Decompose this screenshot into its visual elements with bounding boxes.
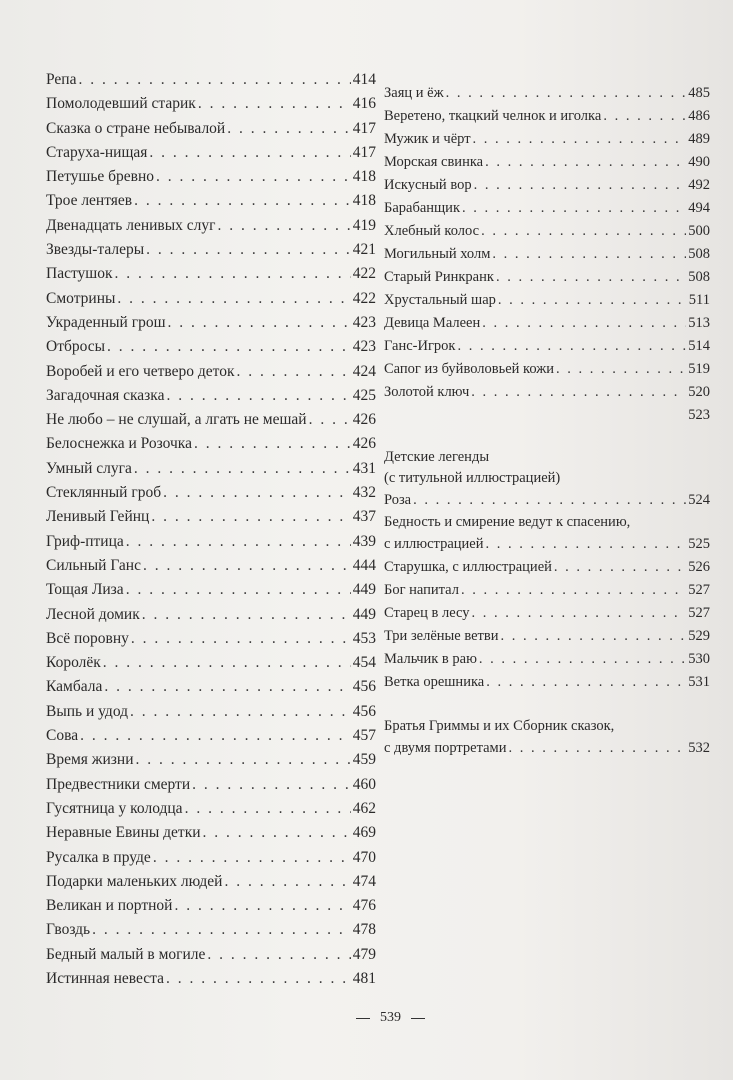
- leader-dots: [185, 797, 351, 821]
- toc-entry-title: Всё поровну: [46, 629, 129, 647]
- toc-entry-page: 454: [352, 654, 376, 672]
- toc-entry: [46, 821, 376, 845]
- toc-entry: [46, 311, 376, 335]
- toc-entry-title: Девица Малеен: [384, 315, 481, 331]
- toc-entry-title: Смотрины: [46, 289, 116, 307]
- toc-entry-title: Великан и портной: [46, 897, 173, 915]
- leader-dots: [149, 141, 350, 165]
- toc-entry: [384, 174, 710, 197]
- toc-entry: [46, 505, 376, 529]
- toc-entry-title: Три зелёные ветви: [384, 628, 499, 644]
- toc-entry-title: Хлебный колос: [384, 223, 480, 239]
- toc-entry-page: 492: [688, 177, 710, 193]
- leader-dots: [554, 556, 686, 579]
- toc-entry-page: 513: [688, 315, 710, 331]
- toc-entry: [46, 384, 376, 408]
- toc-entry-title: Сильный Ганс: [46, 556, 141, 574]
- toc-entry-page: 479: [352, 945, 376, 963]
- leader-dots: [498, 289, 687, 312]
- toc-entry-page: 494: [688, 200, 710, 216]
- toc-entry-page: 453: [352, 629, 376, 647]
- toc-entry-page: 416: [352, 95, 376, 113]
- toc-entry-page: 460: [352, 775, 376, 793]
- leader-dots: [104, 675, 350, 699]
- toc-entry: [46, 967, 376, 991]
- toc-entry: [384, 533, 710, 556]
- toc-entry: [384, 335, 710, 358]
- toc-entry-title: с иллюстрацией: [384, 536, 484, 552]
- toc-entry: [46, 141, 376, 165]
- toc-entry-title: Старец в лесу: [384, 605, 470, 621]
- toc-entry-title: Сова: [46, 727, 79, 745]
- toc-entry-title: Гриф-птица: [46, 532, 124, 550]
- leader-dots: [194, 432, 351, 456]
- toc-entry: [46, 700, 376, 724]
- leader-dots: [457, 335, 686, 358]
- afterword-line1: Братья Гриммы и их Сборник сказок,: [384, 718, 615, 734]
- toc-entry: [384, 197, 710, 220]
- toc-entry-title-line: Бедность и смирение ведут к спасению,: [384, 514, 631, 530]
- toc-entry-page: 490: [688, 154, 710, 170]
- toc-entry-title: Ветка орешника: [384, 674, 485, 690]
- leader-dots: [166, 967, 351, 991]
- legends-list: [384, 489, 710, 694]
- toc-entry-title: Звезды-талеры: [46, 241, 145, 259]
- toc-entry-title: Трое лентяев: [46, 192, 133, 210]
- toc-entry-page: 457: [352, 727, 376, 745]
- legends-heading: Детские легенды: [384, 449, 490, 465]
- leader-dots: [166, 384, 350, 408]
- toc-entry-page: 431: [352, 459, 376, 477]
- toc-entry-title: Предвестники смерти: [46, 775, 191, 793]
- toc-entry-page: 530: [688, 651, 710, 667]
- leader-dots: [126, 578, 351, 602]
- leader-dots: [462, 197, 686, 220]
- toc-entry-title: Репа: [46, 71, 77, 88]
- toc-entry: [46, 92, 376, 116]
- toc-entry-page: 485: [688, 85, 710, 101]
- leader-dots: [92, 918, 351, 942]
- leader-dots: [153, 846, 351, 870]
- leader-dots: [496, 266, 686, 289]
- toc-entry-page: 422: [352, 265, 376, 283]
- toc-entry-title: Петушье бревно: [46, 168, 155, 186]
- leader-dots: [203, 821, 351, 845]
- leader-dots: [103, 651, 351, 675]
- toc-entry-page: 519: [688, 361, 710, 377]
- toc-entry-page: 418: [352, 168, 376, 186]
- toc-entry-title: Морская свинка: [384, 154, 484, 170]
- toc-entry-page: 444: [352, 556, 376, 574]
- toc-entry-title: Подарки маленьких людей: [46, 872, 223, 890]
- toc-entry-page: 489: [688, 131, 710, 147]
- leader-dots: [142, 603, 351, 627]
- leader-dots: [508, 737, 686, 760]
- toc-entry: [46, 797, 376, 821]
- toc-entry: [46, 603, 376, 627]
- leader-dots: [134, 189, 351, 213]
- toc-entry-page: 437: [352, 508, 376, 526]
- toc-entry-title: Тощая Лиза: [46, 581, 124, 599]
- toc-entry-title: Помолодевший старик: [46, 95, 196, 113]
- toc-entry-page: 424: [352, 362, 376, 380]
- toc-entry-title: Старушка, с иллюстрацией: [384, 559, 552, 575]
- toc-entry-title: Белоснежка и Розочка: [46, 435, 192, 453]
- toc-entry: [384, 579, 710, 602]
- leader-dots: [556, 358, 686, 381]
- toc-entry: [46, 675, 376, 699]
- toc-entry-page: 426: [352, 435, 376, 453]
- toc-entry: [384, 243, 710, 266]
- toc-entry: [46, 408, 376, 432]
- toc-entry: [384, 404, 710, 427]
- leader-dots: [473, 128, 687, 151]
- leader-dots: [143, 554, 351, 578]
- toc-entry: [384, 489, 710, 512]
- toc-entry-page: 531: [688, 674, 710, 690]
- toc-entry: [46, 846, 376, 870]
- toc-entry-title: Лесной домик: [46, 605, 140, 623]
- legends-section: [384, 447, 710, 694]
- toc-entry-page: 439: [352, 532, 376, 550]
- toc-entry: [46, 724, 376, 748]
- afterword-page: 532: [688, 740, 710, 756]
- toc-entry-page: 417: [352, 119, 376, 137]
- toc-entry-page: 423: [352, 313, 376, 331]
- toc-entry: [384, 128, 710, 151]
- toc-entry: [46, 262, 376, 286]
- toc-entry: [46, 360, 376, 384]
- leader-dots: [481, 220, 686, 243]
- toc-entry-page: 449: [352, 605, 376, 623]
- toc-entry-page: 470: [352, 848, 376, 866]
- toc-entry-title: Истинная невеста: [46, 969, 165, 987]
- toc-entry-title: Сапог из буйволовьей кожи: [384, 361, 554, 377]
- leader-dots: [174, 894, 350, 918]
- toc-entry-title: Роза: [384, 492, 412, 508]
- leader-dots: [207, 943, 350, 967]
- afterword-title: с двумя портретами: [384, 740, 507, 756]
- toc-entry-title: Камбала: [46, 678, 103, 696]
- toc-entry: [384, 266, 710, 289]
- toc-entry: [384, 625, 710, 648]
- toc-entry-page: 418: [352, 192, 376, 210]
- toc-entry-title: Бедный малый в могиле: [46, 945, 206, 963]
- toc-entry: [46, 894, 376, 918]
- toc-entry-page: 456: [352, 678, 376, 696]
- toc-entry-title: Ленивый Гейнц: [46, 508, 150, 526]
- toc-entry-page: 474: [352, 872, 376, 890]
- toc-entry-page: 511: [688, 292, 710, 308]
- toc-entry-page: 523: [688, 407, 710, 423]
- afterword-section: [384, 716, 710, 760]
- toc-right-list: [384, 82, 710, 404]
- leader-dots: [130, 700, 351, 724]
- leader-dots: [485, 533, 686, 556]
- toc-entry: [46, 238, 376, 262]
- toc-entry-title: Загадочная сказка: [46, 386, 165, 404]
- toc-entry-page: 422: [352, 289, 376, 307]
- leader-dots: [227, 117, 351, 141]
- toc-entry-page: 423: [352, 338, 376, 356]
- leader-dots: [131, 627, 351, 651]
- toc-entry-title: Старуха-нищая: [46, 143, 148, 161]
- toc-entry: [46, 773, 376, 797]
- leader-dots: [500, 625, 686, 648]
- leader-dots: [474, 174, 687, 197]
- toc-entry-title: Мальчик в раю: [384, 651, 477, 667]
- toc-entry: [46, 165, 376, 189]
- toc-entry: [46, 189, 376, 213]
- toc-entry-title: Не любо – не слушай, а лгать не мешай: [46, 411, 307, 429]
- toc-entry: [384, 358, 710, 381]
- toc-entry-title: Неравные Евины детки: [46, 824, 201, 842]
- toc-entry-page: 481: [352, 969, 376, 987]
- toc-entry-title: Пастушок: [46, 265, 113, 283]
- toc-entry: [46, 578, 376, 602]
- toc-entry-page: 419: [352, 216, 376, 234]
- toc-entry: [384, 151, 710, 174]
- leader-dots: [413, 489, 686, 512]
- toc-entry-title: Время жизни: [46, 751, 134, 769]
- toc-entry-title: Ганс-Игрок: [384, 338, 456, 354]
- toc-entry-title: Заяц и ёж: [384, 85, 444, 101]
- leader-dots: [237, 360, 351, 384]
- leader-dots: [479, 648, 686, 671]
- toc-entry-page: 500: [688, 223, 710, 239]
- leader-dots: [136, 748, 351, 772]
- leader-dots: [603, 105, 686, 128]
- toc-entry-title: Украденный грош: [46, 313, 166, 331]
- toc-entry-title: Королёк: [46, 654, 101, 672]
- toc-entry: [46, 554, 376, 578]
- toc-entry-title: Хрустальный шар: [384, 292, 496, 308]
- toc-entry-title: Выпь и удод: [46, 702, 129, 720]
- toc-entry-page: 520: [688, 384, 710, 400]
- leader-dots: [115, 262, 351, 286]
- toc-entry-title: Русалка в пруде: [46, 848, 151, 866]
- toc-entry: [384, 671, 710, 694]
- toc-entry: [384, 105, 710, 128]
- toc-entry-page: 469: [352, 824, 376, 842]
- toc-entry: [46, 651, 376, 675]
- toc-entry: [46, 870, 376, 894]
- toc-entry-page: 414: [352, 71, 376, 88]
- toc-entry-page: 425: [352, 386, 376, 404]
- toc-entry-page: 514: [688, 338, 710, 354]
- page-number: 539: [380, 1010, 401, 1025]
- toc-entry-page: 459: [352, 751, 376, 769]
- toc-entry: [384, 289, 710, 312]
- toc-left-column: [46, 68, 376, 991]
- toc-entry: [46, 68, 376, 92]
- toc-entry: [46, 748, 376, 772]
- toc-entry: [384, 82, 710, 105]
- leader-dots: [107, 335, 351, 359]
- toc-entry-page: 449: [352, 581, 376, 599]
- toc-entry: [46, 943, 376, 967]
- footer-dash-left: [356, 1018, 370, 1019]
- toc-entry-page: 478: [352, 921, 376, 939]
- toc-entry-title: Стеклянный гроб: [46, 484, 162, 502]
- toc-entry-title: Барабанщик: [384, 200, 460, 216]
- leader-dots: [471, 381, 686, 404]
- leader-dots: [146, 238, 351, 262]
- toc-entry-title: Золотой ключ: [384, 384, 470, 400]
- toc-entry-page: 526: [688, 559, 710, 575]
- toc-entry: [46, 335, 376, 359]
- leader-dots: [446, 82, 687, 105]
- toc-entry-page: 524: [688, 492, 710, 508]
- toc-entry-title: Умный слуга: [46, 459, 132, 477]
- toc-entry: [46, 287, 376, 311]
- leader-dots: [198, 92, 351, 116]
- leader-dots: [461, 579, 686, 602]
- toc-entry: [46, 918, 376, 942]
- toc-right-column: [384, 82, 710, 760]
- toc-entry-title: Могильный холм: [384, 246, 491, 262]
- footer-dash-right: [411, 1018, 425, 1019]
- leader-dots: [192, 773, 351, 797]
- toc-entry-page: 421: [352, 241, 376, 259]
- toc-entry-title: Старый Ринкранк: [384, 269, 494, 285]
- leader-dots: [134, 457, 351, 481]
- leader-dots: [126, 530, 351, 554]
- leader-dots: [492, 243, 686, 266]
- toc-entry-title: Гусятница у колодца: [46, 799, 183, 817]
- toc-entry-title: Веретено, ткацкий челнок и иголка: [384, 108, 602, 124]
- toc-entry-page: 417: [352, 143, 376, 161]
- toc-entry-title: Воробей и его четверо деток: [46, 362, 235, 380]
- toc-entry: [46, 481, 376, 505]
- toc-entry-page: 462: [352, 799, 376, 817]
- leader-dots: [224, 870, 350, 894]
- leader-dots: [168, 311, 351, 335]
- toc-entry-page: 476: [352, 897, 376, 915]
- toc-entry-page: 426: [352, 411, 376, 429]
- leader-dots: [485, 151, 686, 174]
- page-footer: [356, 1010, 425, 1026]
- toc-entry: [46, 457, 376, 481]
- toc-entry: [46, 627, 376, 651]
- leader-dots: [117, 287, 350, 311]
- leader-dots: [78, 68, 350, 92]
- toc-entry: [46, 214, 376, 238]
- toc-entry: [384, 381, 710, 404]
- toc-entry-title: Мужик и чёрт: [384, 131, 471, 147]
- leader-dots: [163, 481, 351, 505]
- toc-entry-title: Отбросы: [46, 338, 106, 356]
- leader-dots: [486, 671, 686, 694]
- toc-entry-page: 529: [688, 628, 710, 644]
- leader-dots: [309, 408, 351, 432]
- legends-subheading: (с титульной иллюстрацией): [384, 470, 561, 486]
- toc-entry-page: 486: [688, 108, 710, 124]
- toc-entry: [46, 530, 376, 554]
- toc-entry-page: 527: [688, 605, 710, 621]
- toc-entry-page: 525: [688, 536, 710, 552]
- toc-entry-title: Сказка о стране небывалой: [46, 119, 226, 137]
- toc-entry-title: Бог напитал: [384, 582, 459, 598]
- leader-dots: [482, 312, 686, 335]
- toc-entry: [384, 312, 710, 335]
- toc-entry-title: Искусный вор: [384, 177, 472, 193]
- toc-entry: [384, 556, 710, 579]
- toc-entry: [46, 117, 376, 141]
- toc-entry-page: 527: [688, 582, 710, 598]
- leader-dots: [156, 165, 351, 189]
- leader-dots: [151, 505, 350, 529]
- toc-entry: [46, 432, 376, 456]
- toc-entry-page: 456: [352, 702, 376, 720]
- toc-entry-title: Двенадцать ленивых слуг: [46, 216, 216, 234]
- toc-entry: [384, 602, 710, 625]
- toc-entry-page: 508: [688, 246, 710, 262]
- leader-dots: [218, 214, 351, 238]
- toc-entry-page: 432: [352, 484, 376, 502]
- toc-entry-page: 508: [688, 269, 710, 285]
- toc-entry: [384, 220, 710, 243]
- toc-entry-title: Гвоздь: [46, 921, 91, 939]
- leader-dots: [472, 602, 687, 625]
- leader-dots: [80, 724, 351, 748]
- toc-entry: [384, 648, 710, 671]
- afterword-entry: [384, 737, 710, 760]
